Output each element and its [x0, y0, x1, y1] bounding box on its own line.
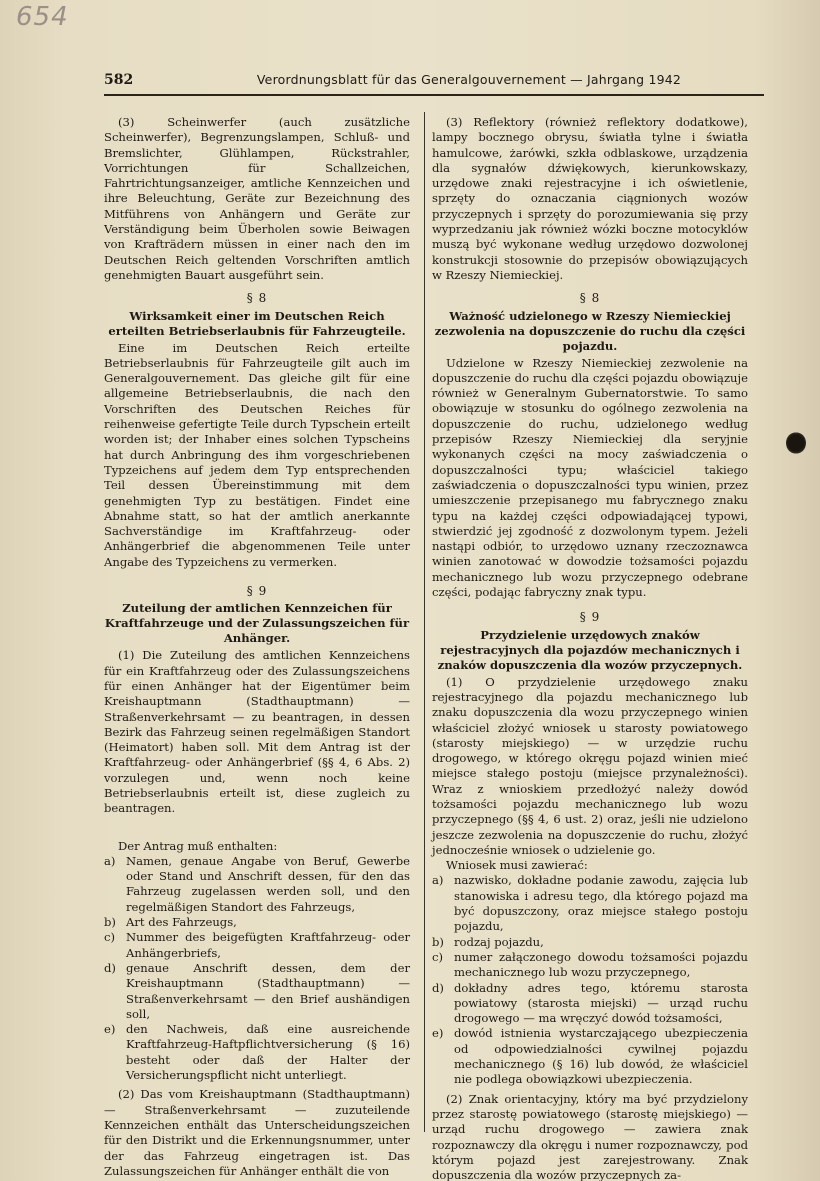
punch-hole [786, 432, 806, 454]
header-rule [104, 94, 764, 96]
list-item: a) Namen, genaue Angabe von Beruf, Gewerbe oder Stand und Anschrift dessen, für den das Fahrzeug zugelassen werden soll, und den regelmäßigen Standort des Fahrzeugs, [104, 853, 410, 914]
list-item: a) nazwisko, dokładne podanie zawodu, zajęcia lub stanowiska i adresu tego, dla którego pojazd ma być dopuszczony, oraz miejsce stałego postoju pojazdu, [432, 873, 748, 934]
german-column [104, 115, 410, 1179]
list-item: d) dokładny adres tego, któremu starosta powiatowy (starosta miejski) — urząd ruchu drogowego — ma wręczyć dowód tożsamości, [432, 980, 748, 1026]
section-8-heading: § 8 [579, 291, 601, 306]
list-item: e) dowód istnienia wystarczającego ubezpieczenia od odpowiedzialności cywilnej pojazdu mechanicznego (§ 16) lub dowód, że właściciel nie podlega obowiązkowi ubezpieczenia. [432, 1026, 748, 1087]
section-8-text: Eine im Deutschen Reich erteilte Betriebserlaubnis für Fahrzeugteile gilt auch im Generalgouvernement. Das gleiche gilt für eine allgemeine Betriebserlaubnis, die nach den Vorschriften des Deutschen Reiches für reihenweise gefertigte Teile durch Typschein erteilt worden ist; der Inhaber eines solchen Typscheins hat durch Anbringung des ihm vorgeschriebenen Typzeichens auf jedem dem Typ entsprechenden Teil dessen Übereinstimmung mit dem genehmigten Typ zu bestätigen. Findet eine Abnahme statt, so hat der amtlich anerkannte Sachverständige im Kraftfahrzeug- oder Anhängerbrief die abgenommenen Teile unter Angabe des Typzeichens zu vermerken. [104, 340, 410, 569]
requirements-list [432, 873, 748, 1087]
section-9-intro: Der Antrag muß enthalten: [118, 838, 278, 853]
section-9-paragraph-2: (2) Znak orientacyjny, który ma być przydzielony przez starostę powiatowego (starostę miejskiego) — urząd ruchu drogowego — zawiera znak rozpoznawczy dla okręgu i numer rozpoznawczy, pod którym pojazd jest zarejestrowany. Znak dopuszczenia dla wozów przyczepnych za- [432, 1091, 748, 1181]
column-divider [424, 112, 425, 1132]
section-9-paragraph-1: (1) Die Zuteilung des amtlichen Kennzeichens für ein Kraftfahrzeug oder des Zulassungszeichens für einen Anhänger hat der Eigentümer beim Kreishauptmann (Stadthauptmann) — Straßenverkehrsamt — zu beantragen, in dessen Bezirk das Fahrzeug seinen regelmäßigen Standort (Heimatort) haben soll. Mit dem Antrag ist der Kraftfahrzeug- oder Anhängerbrief (§§ 4, 6 Abs. 2) vorzulegen und, wenn noch keine Betriebserlaubnis erteilt ist, diese zugleich zu beantragen. [104, 648, 410, 816]
section-8-text: Udzielone w Rzeszy Niemieckiej zezwolenie na dopuszczenie do ruchu dla części pojazdu obowiązuje również w Generalnym Gubernatorstwie. To samo obowiązuje w stosunku do ogólnego zezwolenia na dopuszczenie do ruchu, udzielonego według przepisów Rzeszy Niemieckiej dla seryjnie wykonanych części na mocy zaświadczenia o dopuszczalności typu; właściciel takiego zaświadczenia o dopuszczalności typu winien, przez umieszczenie przepisanego mu fabrycznego znaku typu na każdej części odpowiadającej typowi, stwierdzić jej zgodność z dozwolonym typem. Jeżeli nastąpi odbiór, to urzędowo uznany rzeczoznawca winien zanotować w dowodzie tożsamości pojazdu mechanicznego lub wozu przyczepnego odebrane części, podając fabryczny znak typu. [432, 355, 748, 600]
publication-title: Verordnungsblatt für das Generalgouvernement — Jahrgang 1942 [256, 72, 682, 87]
section-9-paragraph-2: (2) Das vom Kreishauptmann (Stadthauptmann) — Straßenverkehrsamt — zuzuteilende Kennzeichen enthält das Unterscheidungszeichen für den Distrikt und die Erkennungsnummer, unter der das Fahrzeug eingetragen ist. Das Zulassungszeichen für Anhänger enthält die von [104, 1087, 410, 1178]
section-9-title: Zuteilung der amtlichen Kennzeichen für Kraftfahrzeuge und der Zulassungszeichen für Anhänger. [104, 601, 410, 646]
page-number: 582 [104, 72, 134, 88]
section-9-heading: § 9 [246, 584, 268, 599]
section-9-paragraph-1: (1) O przydzielenie urzędowego znaku rejestracyjnego dla pojazdu mechanicznego lub znaku dopuszczenia dla wozu przyczepnego winien właściciel złożyć wniosek u starosty powiatowego (starosty miejskiego) — w urzędzie ruchu drogowego, w którego okręgu pojazd winien mieć miejsce stałego postoju (miejsce przynależności). Wraz z wnioskiem przedłożyć należy dowód tożsamości pojazdu mechanicznego lub wozu przyczepnego (§§ 4, 6 ust. 2) oraz, jeśli nie udzielono jeszcze zezwolenia na dopuszczenie do ruchu, złożyć jednocześnie wniosek o udzielenie go. [432, 674, 748, 857]
paragraph-3: (3) Scheinwerfer (auch zusätzliche Scheinwerfer), Begrenzungslampen, Schluß- und Bremslichter, Glühlampen, Rückstrahler, Vorrichtungen für Schallzeichen, Fahrtrichtungsanzeiger, amtliche Kennzeichen und ihre Beleuchtung, Geräte zur Bezeichnung des Mitführens von Anhängern und Geräte zur Verständigung beim Überholen sowie Beiwagen von Krafträdern müssen in einer nach den im Deutschen Reich geltenden Vorschriften amtlich genehmigten Bauart ausgeführt sein. [104, 115, 410, 282]
requirements-list [104, 854, 410, 1083]
section-8-title: Ważność udzielonego w Rzeszy Niemieckiej zezwolenia na dopuszczenie do ruchu dla części pojazdu. [434, 308, 746, 353]
section-8-title: Wirksamkeit einer im Deutschen Reich erteilten Betriebserlaubnis für Fahrzeugteile. [108, 308, 406, 338]
list-item: e) den Nachweis, daß eine ausreichende Kraftfahrzeug-Haftpflichtversicherung (§ 16) besteht oder daß der Halter der Versicherungspflicht nicht unterliegt. [104, 1022, 410, 1083]
page-header [104, 72, 764, 88]
section-9-intro: Wniosek musi zawierać: [446, 858, 588, 873]
list-item: b) rodzaj pojazdu, [432, 934, 544, 949]
list-item: d) genaue Anschrift dessen, dem der Kreishauptmann (Stadthauptmann) — Straßenverkehrsamt — den Brief aushändigen soll, [104, 960, 410, 1021]
section-9-heading: § 9 [579, 610, 601, 625]
section-8-heading: § 8 [246, 291, 268, 306]
list-item: b) Art des Fahrzeugs, [104, 915, 237, 930]
list-item: c) numer załączonego dowodu tożsamości pojazdu mechanicznego lub wozu przyczepnego, [432, 949, 748, 980]
section-9-title: Przydzielenie urzędowych znaków rejestracyjnych dla pojazdów mechanicznych i znaków dopuszczenia dla wozów przyczepnych. [437, 627, 743, 672]
polish-column [432, 115, 748, 1181]
list-item: c) Nummer des beigefügten Kraftfahrzeug- oder Anhängerbriefs, [104, 930, 410, 960]
paragraph-3: (3) Reflektory (również reflektory dodatkowe), lampy bocznego obrysu, światła tylne i światła hamulcowe, żarówki, szkła odblaskowe, urządzenia dla sygnałów dźwiękowych, kierunkowskazy, urzędowe znaki rejestracyjne i ich oświetlenie, sprzęty do oznaczania ciągnionych wozów przyczepnych i sprzęty do porozumiewania się przy wyprzedzaniu jak również wózki boczne motocyklów muszą być wykonane według urzędowo dozwolonej konstrukcji stosownie do przepisów obowiązujących w Rzeszy Niemieckiej. [432, 115, 748, 282]
handwritten-page-note: 654 [16, 2, 69, 32]
